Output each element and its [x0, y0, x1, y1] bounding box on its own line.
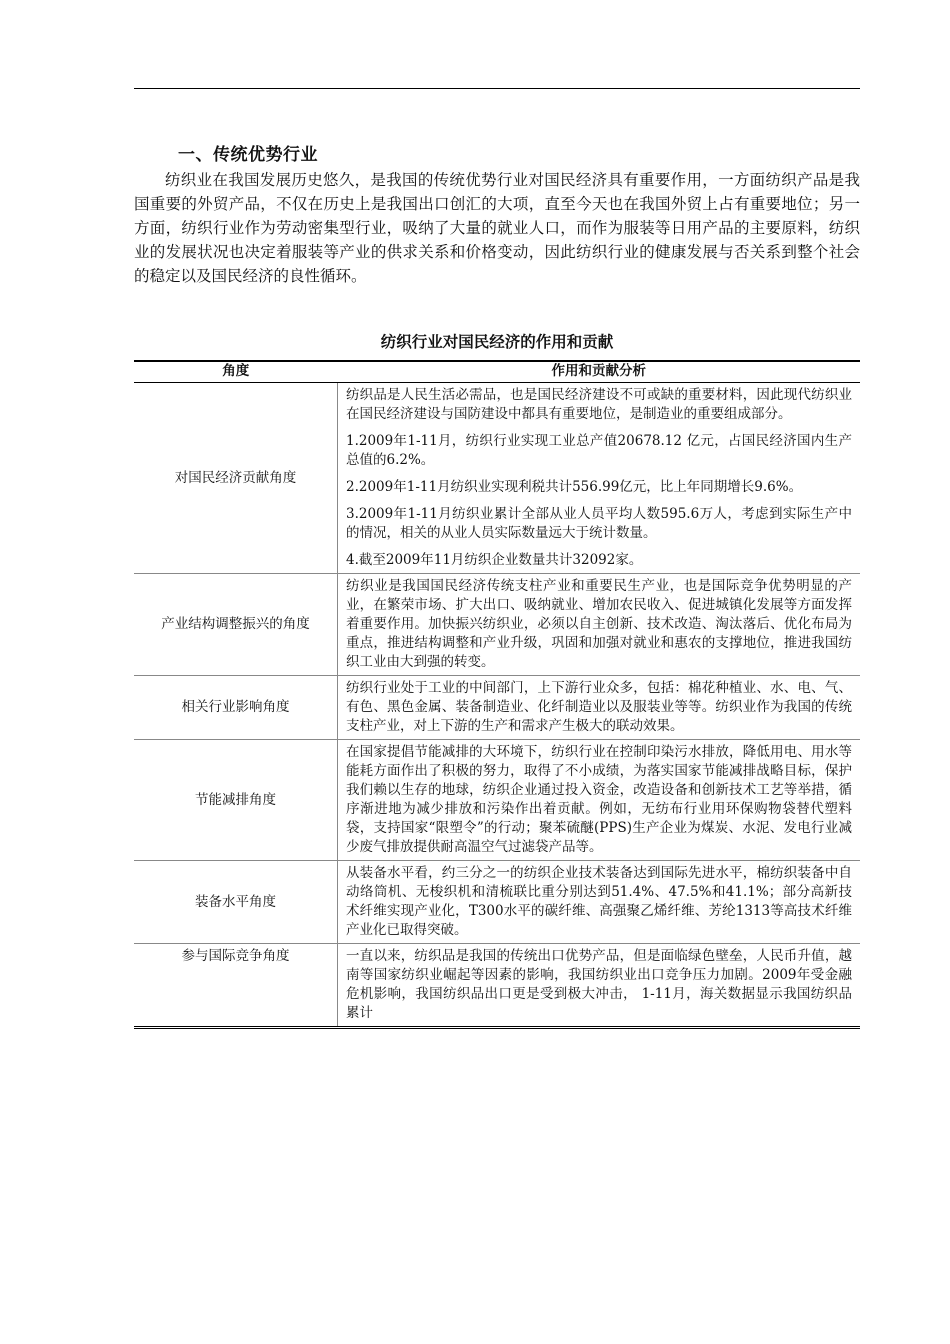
row-angle: 装备水平角度	[134, 861, 338, 944]
table-row	[134, 676, 860, 740]
analysis-paragraph: 纺织行业处于工业的中间部门，上下游行业众多，包括：棉花种植业、水、电、气、有色、黑色金属、装备制造业、化纤制造业以及服装业等等。纺织业作为我国的传统支柱产业，对上下游的生产和需求产生极大的联动效果。	[346, 680, 852, 734]
row-analysis	[338, 944, 861, 1028]
analysis-paragraph: 在国家提倡节能减排的大环境下，纺织行业在控制印染污水排放，降低用电、用水等能耗方面作出了积极的努力，取得了不小成绩，为落实国家节能减排战略目标，保护我们赖以生存的地球，纺织企业通过投入资金，改造设备和创新技术工艺等举措，循序渐进地为减少排放和污染作出着贡献。例如，无纺布行业用环保购物袋替代塑料袋，支持国家“限塑令”的行动；聚苯硫醚(PPS)生产企业为煤炭、水泥、发电行业减少废气排放提供耐高温空气过滤袋产品等。	[346, 744, 852, 855]
row-angle: 参与国际竞争角度	[134, 944, 338, 1028]
header-rule	[134, 88, 860, 89]
row-analysis	[338, 861, 861, 944]
analysis-paragraph: 一直以来，纺织品是我国的传统出口优势产品，但是面临绿色壁垒，人民币升值，越南等国家纺织业崛起等因素的影响，我国纺织业出口竞争压力加剧。2009年受金融危机影响，我国纺织品出口更是受到极大冲击， 1-11月，海关数据显示我国纺织品累计	[346, 948, 852, 1021]
row-angle: 相关行业影响角度	[134, 676, 338, 740]
row-angle: 节能减排角度	[134, 740, 338, 861]
analysis-paragraph: 纺织品是人民生活必需品，也是国民经济建设不可或缺的重要材料，因此现代纺织业在国民经济建设与国防建设中都具有重要地位，是制造业的重要组成部分。	[346, 387, 852, 422]
row-analysis	[338, 740, 861, 861]
table-row	[134, 740, 860, 861]
contribution-table	[134, 360, 860, 1029]
analysis-paragraph: 从装备水平看，约三分之一的纺织企业技术装备达到国际先进水平，棉纺织装备中自动络筒机、无梭织机和清梳联比重分别达到51.4%、47.5%和41.1%；部分高新技术纤维实现产业化，T300水平的碳纤维、高强聚乙烯纤维、芳纶1313等高技术纤维产业化已取得突破。	[346, 865, 852, 938]
header-analysis: 作用和贡献分析	[338, 361, 861, 383]
table-title: 纺织行业对国民经济的作用和贡献	[380, 333, 614, 351]
table-row	[134, 861, 860, 944]
table-row	[134, 574, 860, 676]
table-header-row	[134, 361, 860, 383]
analysis-paragraph: 纺织业是我国国民经济传统支柱产业和重要民生产业，也是国际竞争优势明显的产业，在繁荣市场、扩大出口、吸纳就业、增加农民收入、促进城镇化发展等方面发挥着重要作用。加快振兴纺织业，必须以自主创新、技术改造、淘汰落后、优化布局为重点，推进结构调整和产业升级，巩固和加强对就业和惠农的支撑地位，推进我国纺织工业由大到强的转变。	[346, 578, 852, 670]
analysis-paragraph: 3.2009年1-11月纺织业累计全部从业人员平均人数595.6万人，考虑到实际生产中的情况，相关的从业人员实际数量远大于统计数量。	[346, 506, 852, 541]
table-row	[134, 944, 860, 1028]
table-row	[134, 383, 860, 574]
row-analysis	[338, 676, 861, 740]
row-analysis	[338, 383, 861, 574]
header-angle: 角度	[134, 361, 338, 383]
section-heading: 一、传统优势行业	[178, 145, 318, 165]
analysis-paragraph: 4.截至2009年11月纺织企业数量共计32092家。	[346, 552, 643, 568]
analysis-paragraph: 1.2009年1-11月，纺织行业实现工业总产值20678.12 亿元，占国民经济国内生产总值的6.2%。	[346, 433, 852, 468]
row-angle: 产业结构调整振兴的角度	[134, 574, 338, 676]
analysis-paragraph: 2.2009年1-11月纺织业实现利税共计556.99亿元，比上年同期增长9.6%。	[346, 479, 803, 495]
row-analysis	[338, 574, 861, 676]
intro-paragraph: 纺织业在我国发展历史悠久，是我国的传统优势行业对国民经济具有重要作用，一方面纺织产品是我国重要的外贸产品，不仅在历史上是我国出口创汇的大项，直至今天也在我国外贸上占有重要地位；另一方面，纺织行业作为劳动密集型行业，吸纳了大量的就业人口，而作为服装等日用产品的主要原料，纺织业的发展状况也决定着服装等产业的供求关系和价格变动，因此纺织行业的健康发展与否关系到整个社会的稳定以及国民经济的良性循环。	[134, 171, 860, 285]
row-angle: 对国民经济贡献角度	[134, 383, 338, 574]
